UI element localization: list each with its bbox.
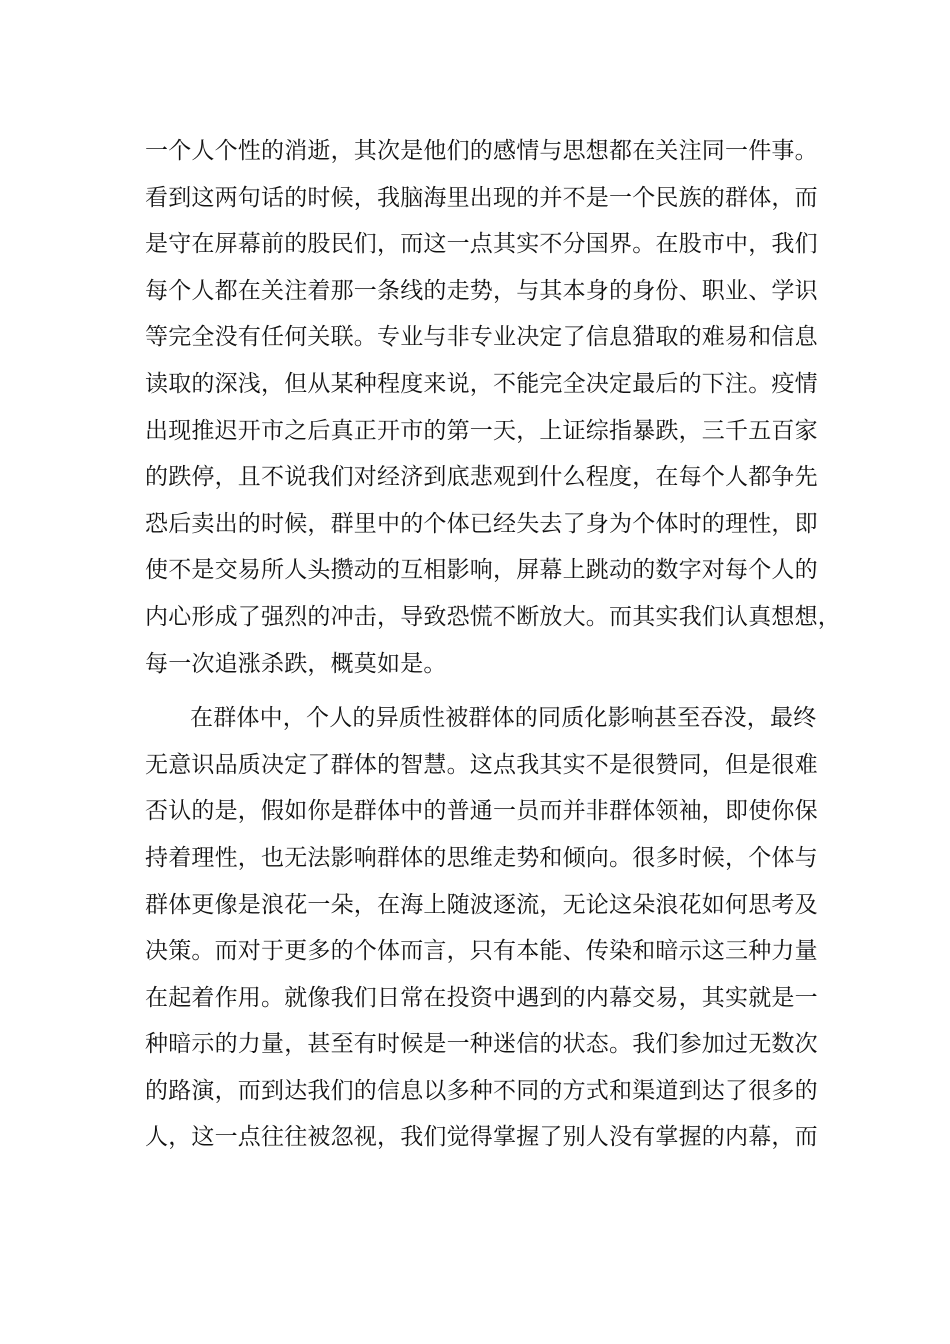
- text-line: 恐后卖出的时候，群里中的个体已经失去了身为个体时的理性，即: [145, 510, 818, 537]
- text-line: 无意识品质决定了群体的智慧。这点我其实不是很赞同，但是很难: [145, 751, 818, 778]
- text-line: 群体更像是浪花一朵，在海上随波逐流，无论这朵浪花如何思考及: [145, 891, 818, 918]
- text-line: 等完全没有任何关联。专业与非专业决定了信息猎取的难易和信息: [145, 324, 818, 351]
- text-line: 决策。而对于更多的个体而言，只有本能、传染和暗示这三种力量: [145, 938, 818, 965]
- text-line: 在群体中，个人的异质性被群体的同质化影响甚至吞没，最终: [190, 705, 817, 732]
- text-line: 看到这两句话的时候，我脑海里出现的并不是一个民族的群体，而: [145, 184, 818, 211]
- text-line: 种暗示的力量，甚至有时候是一种迷信的状态。我们参加过无数次: [145, 1031, 818, 1058]
- text-line: 内心形成了强烈的冲击，导致恐慌不断放大。而其实我们认真想想，: [145, 603, 841, 630]
- paragraph-2: [145, 695, 825, 1161]
- text-line: 是守在屏幕前的股民们，而这一点其实不分国界。在股市中，我们: [145, 231, 818, 258]
- document-body: [145, 128, 841, 1161]
- text-line: 在起着作用。就像我们日常在投资中遇到的内幕交易，其实就是一: [145, 984, 818, 1011]
- text-line: 出现推迟开市之后真正开市的第一天，上证综指暴跌，三千五百家: [145, 417, 818, 444]
- text-line: 持着理性，也无法影响群体的思维走势和倾向。很多时候，个体与: [145, 844, 818, 871]
- text-line: 人，这一点往往被忽视，我们觉得掌握了别人没有掌握的内幕，而: [145, 1124, 818, 1151]
- text-line: 的路演，而到达我们的信息以多种不同的方式和渠道到达了很多的: [145, 1077, 818, 1104]
- paragraph-1: [145, 128, 841, 687]
- text-line: 每一次追涨杀跌，概莫如是。: [145, 650, 447, 677]
- text-line: 读取的深浅，但从某种程度来说，不能完全决定最后的下注。疫情: [145, 370, 818, 397]
- text-line: 每个人都在关注着那一条线的走势，与其本身的身份、职业、学识: [145, 277, 818, 304]
- text-line: 否认的是，假如你是群体中的普通一员而并非群体领袖，即使你保: [145, 798, 818, 825]
- text-line: 使不是交易所人头攒动的互相影响，屏幕上跳动的数字对每个人的: [145, 557, 818, 584]
- text-line: 一个人个性的消逝，其次是他们的感情与思想都在关注同一件事。: [145, 138, 818, 164]
- text-line: 的跌停，且不说我们对经济到底悲观到什么程度，在每个人都争先: [145, 464, 818, 491]
